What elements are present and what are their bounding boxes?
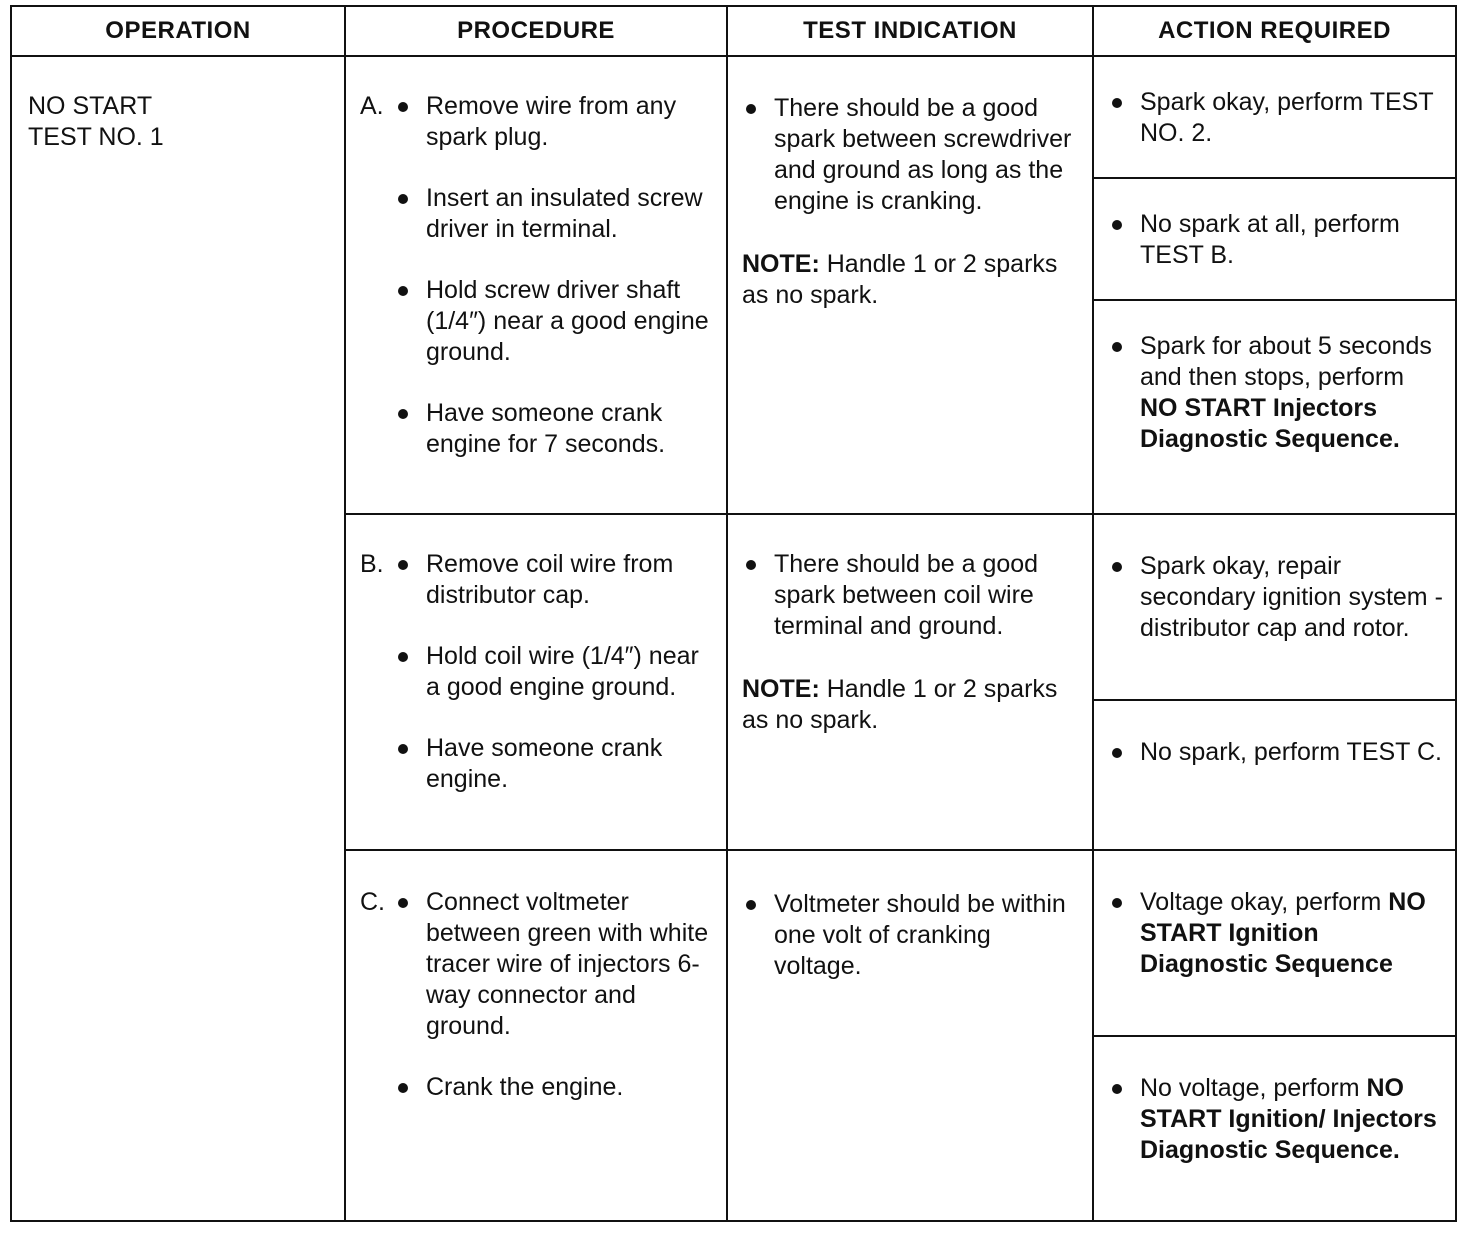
- action-text: Spark okay, perform TEST NO. 2.: [1140, 88, 1434, 147]
- bullet-icon: [394, 733, 426, 764]
- header-row: [11, 6, 1456, 56]
- action-text-bold: NO START Ignition/ Injectors Diagnostic Sequence.: [1140, 1074, 1437, 1164]
- bullet-icon: [1108, 331, 1140, 362]
- bullet-icon: [742, 93, 774, 124]
- note: [742, 674, 1080, 736]
- procedure-step: [360, 91, 716, 153]
- note-text: Handle 1 or 2 sparks as no spark.: [742, 250, 1058, 309]
- indication-c-cell: [727, 850, 1093, 1221]
- step-text: Hold coil wire (1/4″) near a good engine ground.: [426, 642, 699, 701]
- action-text-plain: No voltage, perform: [1140, 1074, 1360, 1102]
- procedure-step: [360, 275, 716, 368]
- header-action-required: ACTION REQUIRED: [1093, 6, 1456, 56]
- action-item: [1108, 737, 1445, 768]
- note-label: NOTE:: [742, 675, 820, 703]
- bullet-icon: [1108, 209, 1140, 240]
- action-b1-cell: [1093, 514, 1456, 700]
- step-text: Remove coil wire from distributor cap.: [426, 550, 674, 609]
- action-c2-cell: [1093, 1036, 1456, 1221]
- action-text-bold: NO START Ignition Diagnostic Sequence: [1140, 888, 1426, 978]
- step-text: Crank the engine.: [426, 1073, 624, 1101]
- procedure-c-cell: [345, 850, 727, 1221]
- action-text: [1140, 887, 1445, 980]
- procedure-step: [360, 549, 716, 611]
- bullet-icon: [1108, 87, 1140, 118]
- indication-item: [742, 549, 1080, 642]
- indication-item: [742, 93, 1080, 217]
- bullet-icon: [742, 549, 774, 580]
- action-a3-cell: [1093, 300, 1456, 514]
- action-a1-cell: [1093, 56, 1456, 178]
- procedure-a-cell: [345, 56, 727, 514]
- action-item: [1108, 209, 1445, 271]
- action-item: [1108, 1073, 1445, 1166]
- indication-b-cell: [727, 514, 1093, 850]
- procedure-step: [360, 887, 716, 1042]
- bullet-icon: [1108, 737, 1140, 768]
- procedure-step: [360, 183, 716, 245]
- bullet-icon: [394, 641, 426, 672]
- action-text-bold: NO START Injectors Diagnostic Sequence.: [1140, 394, 1400, 453]
- bullet-icon: [1108, 551, 1140, 582]
- bullet-icon: [394, 91, 426, 122]
- diagnostic-table: [10, 5, 1457, 1222]
- row-a1: [11, 56, 1456, 178]
- section-letter: C.: [360, 888, 385, 916]
- bullet-icon: [394, 275, 426, 306]
- indication-text: There should be a good spark between coil wire terminal and ground.: [774, 550, 1039, 640]
- action-item: [1108, 87, 1445, 149]
- header-procedure: PROCEDURE: [345, 6, 727, 56]
- procedure-step: [360, 398, 716, 460]
- section-letter: A.: [360, 92, 384, 120]
- indication-a-cell: [727, 56, 1093, 514]
- action-a2-cell: [1093, 178, 1456, 300]
- action-item: [1108, 551, 1445, 644]
- bullet-icon: [742, 889, 774, 920]
- bullet-icon: [1108, 1073, 1140, 1104]
- bullet-icon: [394, 183, 426, 214]
- note: [742, 249, 1080, 311]
- bullet-icon: [394, 1072, 426, 1103]
- procedure-step: [360, 1072, 716, 1103]
- action-text: No spark at all, perform TEST B.: [1140, 210, 1400, 269]
- indication-text: There should be a good spark between screwdriver and ground as long as the engine is cranking.: [774, 94, 1072, 215]
- action-b2-cell: [1093, 700, 1456, 850]
- step-text: Have someone crank engine.: [426, 734, 663, 793]
- section-letter: B.: [360, 550, 384, 578]
- action-text: [1140, 331, 1445, 455]
- indication-text: Voltmeter should be within one volt of cranking voltage.: [774, 890, 1066, 980]
- action-c1-cell: [1093, 850, 1456, 1036]
- header-operation: OPERATION: [11, 6, 345, 56]
- procedure-b-cell: [345, 514, 727, 850]
- action-text-plain: Spark for about 5 seconds and then stops, perform: [1140, 332, 1432, 391]
- operation-line2: TEST NO. 1: [28, 123, 164, 151]
- bullet-icon: [394, 549, 426, 580]
- step-text: Insert an insulated screw driver in terminal.: [426, 184, 703, 243]
- operation-cell: [11, 56, 345, 1221]
- step-text: Connect voltmeter between green with white tracer wire of injectors 6-way connector and ground.: [426, 888, 709, 1040]
- bullet-icon: [1108, 887, 1140, 918]
- action-text-plain: Voltage okay, perform: [1140, 888, 1382, 916]
- bullet-icon: [394, 398, 426, 429]
- note-label: NOTE:: [742, 250, 820, 278]
- action-item: [1108, 331, 1445, 455]
- header-test-indication: TEST INDICATION: [727, 6, 1093, 56]
- note-text: Handle 1 or 2 sparks as no spark.: [742, 675, 1058, 734]
- bullet-icon: [394, 887, 426, 918]
- step-text: Hold screw driver shaft (1/4″) near a good engine ground.: [426, 276, 709, 366]
- indication-item: [742, 889, 1080, 982]
- action-text: Spark okay, repair secondary ignition system - distributor cap and rotor.: [1140, 552, 1443, 642]
- action-text: No spark, perform TEST C.: [1140, 738, 1442, 766]
- procedure-step: [360, 641, 716, 703]
- procedure-step: [360, 733, 716, 795]
- step-text: Have someone crank engine for 7 seconds.: [426, 399, 666, 458]
- action-item: [1108, 887, 1445, 980]
- action-text: [1140, 1073, 1445, 1166]
- operation-line1: NO START: [28, 92, 153, 120]
- step-text: Remove wire from any spark plug.: [426, 92, 677, 151]
